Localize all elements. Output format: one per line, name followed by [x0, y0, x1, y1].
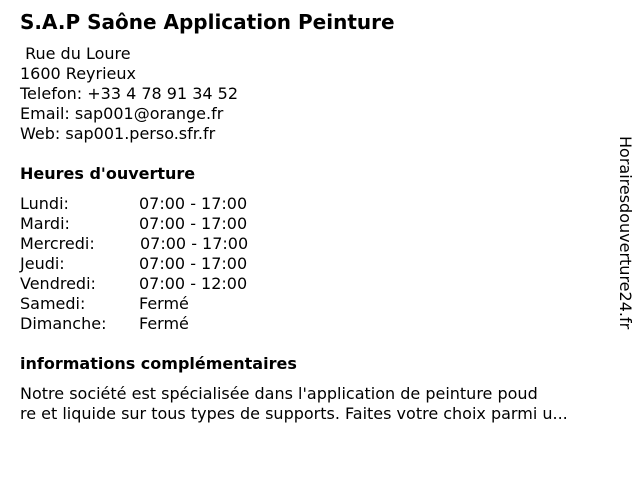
hours-heading: Heures d'ouverture	[20, 164, 196, 183]
info-description	[20, 384, 620, 424]
website: Web: sap001.perso.sfr.fr	[20, 124, 216, 143]
day-hours: Fermé	[139, 294, 189, 313]
city: 1600 Reyrieux	[20, 64, 136, 83]
day-label: Mercredi:	[20, 234, 95, 253]
day-hours: 07:00 - 17:00	[140, 234, 249, 253]
hours-row-wednesday	[20, 234, 320, 254]
day-label: Vendredi:	[20, 274, 96, 293]
day-label: Jeudi:	[20, 254, 65, 273]
day-label: Lundi:	[20, 194, 69, 213]
info-heading: informations complémentaires	[20, 354, 297, 373]
business-name: S.A.P Saône Application Peinture	[20, 10, 395, 34]
watermark: Horairesdouverture24.fr	[616, 136, 635, 330]
day-label: Samedi:	[20, 294, 86, 313]
hours-row-friday	[20, 274, 320, 294]
day-hours: Fermé	[139, 314, 189, 333]
day-label: Dimanche:	[20, 314, 107, 333]
hours-row-tuesday	[20, 214, 320, 234]
opening-hours-table	[20, 194, 320, 334]
hours-row-thursday	[20, 254, 320, 274]
street-address: Rue du Loure	[20, 44, 131, 63]
hours-row-saturday	[20, 294, 320, 314]
hours-row-monday	[20, 194, 320, 214]
info-line: Notre société est spécialisée dans l'application de peinture poud	[20, 384, 538, 403]
hours-row-sunday	[20, 314, 320, 334]
day-label: Mardi:	[20, 214, 70, 233]
contact-block	[20, 44, 238, 144]
day-hours: 07:00 - 17:00	[139, 214, 248, 233]
email: Email: sap001@orange.fr	[20, 104, 224, 123]
day-hours: 07:00 - 17:00	[139, 254, 248, 273]
phone: Telefon: +33 4 78 91 34 52	[20, 84, 239, 103]
day-hours: 07:00 - 12:00	[139, 274, 248, 293]
info-line: re et liquide sur tous types de supports. Faites votre choix parmi u...	[20, 404, 568, 423]
day-hours: 07:00 - 17:00	[139, 194, 248, 213]
